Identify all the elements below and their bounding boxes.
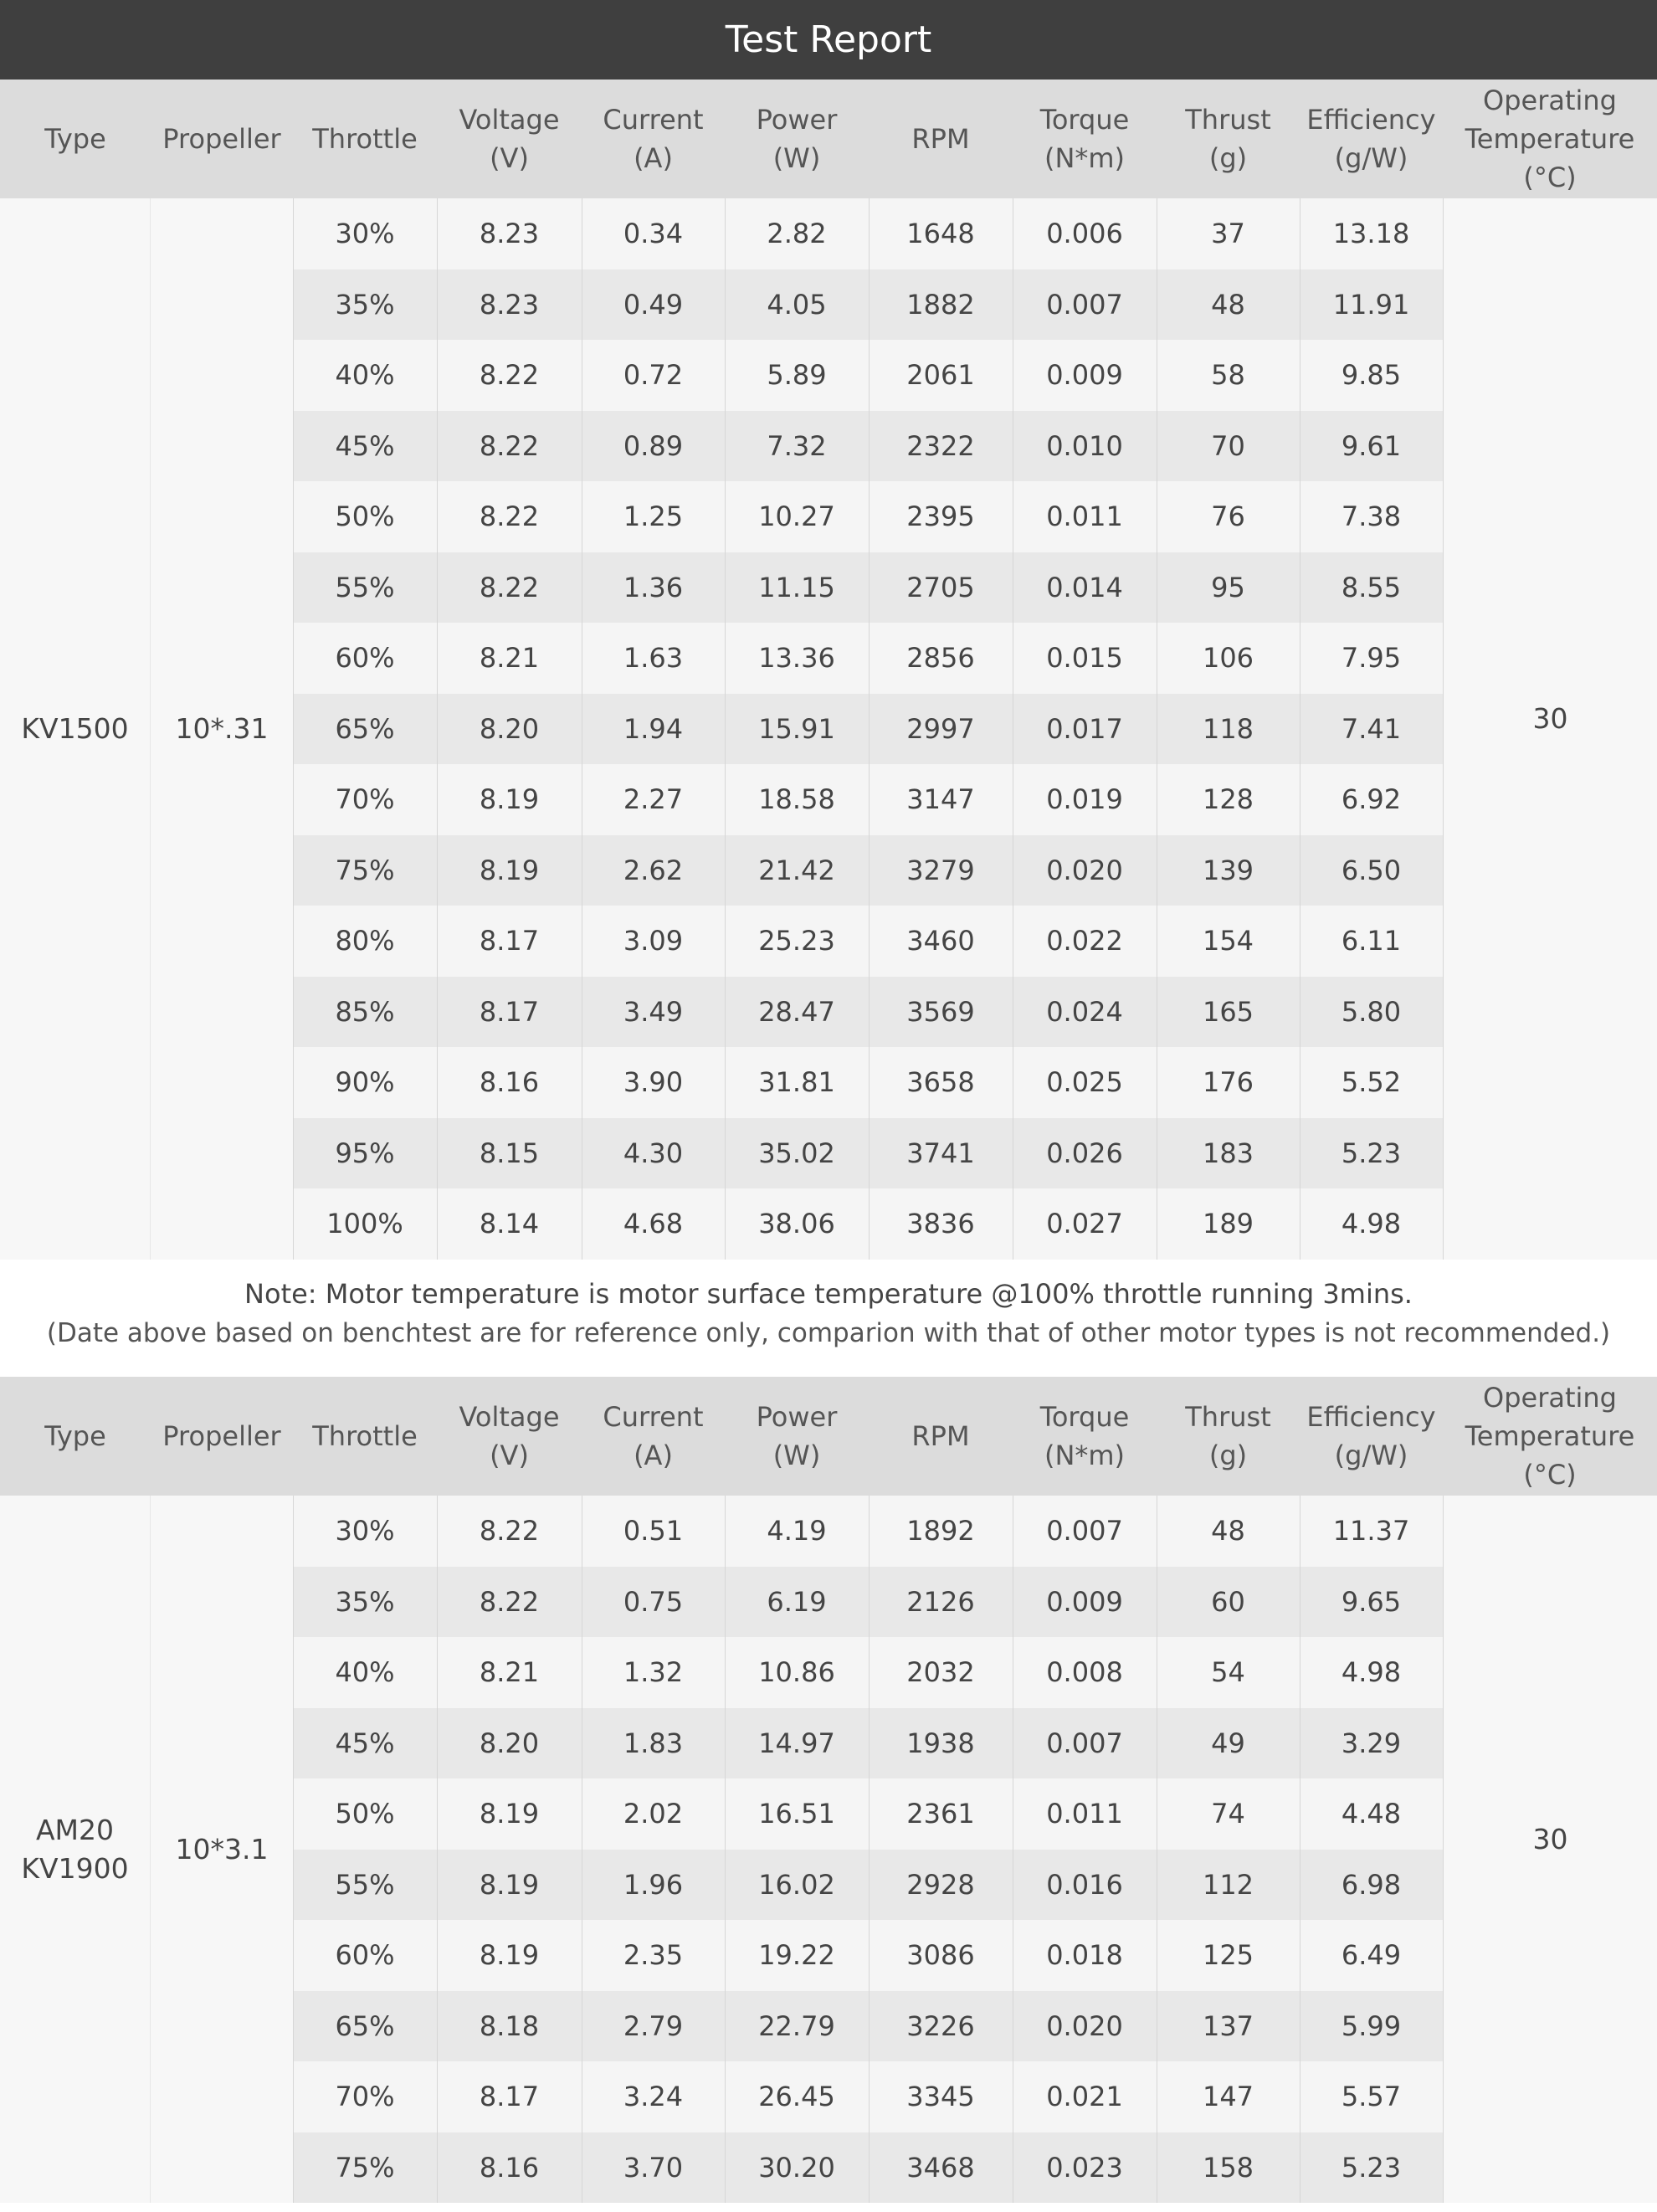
header-efficiency: Efficiency (g/W) <box>1306 104 1436 174</box>
cell-torque: 0.023 <box>1046 2151 1123 2184</box>
cell-throttle: 80% <box>335 925 395 957</box>
cell-power: 31.81 <box>758 1066 835 1099</box>
cell-power: 10.27 <box>758 500 835 533</box>
column-divider <box>869 198 870 1260</box>
cell-voltage: 8.22 <box>479 1515 540 1547</box>
cell-voltage: 8.17 <box>479 995 540 1028</box>
cell-thrust: 37 <box>1211 218 1245 250</box>
cell-power: 38.06 <box>758 1208 835 1240</box>
header-temperature: Operating Temperature (°C) <box>1465 1382 1635 1491</box>
table-row <box>293 269 1443 341</box>
cell-voltage: 8.23 <box>479 218 540 250</box>
header-throttle: Throttle <box>312 123 418 155</box>
cell-rpm: 2928 <box>906 1868 975 1901</box>
cell-voltage: 8.19 <box>479 1798 540 1830</box>
cell-voltage: 8.22 <box>479 359 540 392</box>
cell-torque: 0.009 <box>1046 1585 1123 1618</box>
header-efficiency: Efficiency (g/W) <box>1306 1401 1436 1471</box>
cell-throttle: 35% <box>335 1585 395 1618</box>
cell-power: 15.91 <box>758 712 835 745</box>
motor-type-cell: KV1500 <box>0 198 151 1260</box>
cell-rpm: 2032 <box>906 1656 975 1689</box>
cell-efficiency: 9.61 <box>1341 429 1402 462</box>
header-voltage: Voltage (V) <box>459 104 560 174</box>
cell-current: 2.62 <box>623 854 684 886</box>
header-power: Power (W) <box>756 104 838 174</box>
cell-efficiency: 6.92 <box>1341 783 1402 816</box>
cell-thrust: 76 <box>1211 500 1245 533</box>
cell-efficiency: 7.41 <box>1341 712 1402 745</box>
cell-current: 2.35 <box>623 1939 684 1972</box>
cell-throttle: 65% <box>335 2009 395 2042</box>
cell-torque: 0.015 <box>1046 642 1123 675</box>
cell-current: 3.49 <box>623 995 684 1028</box>
header-rpm: RPM <box>911 123 970 155</box>
table-row <box>293 340 1443 411</box>
cell-rpm: 1938 <box>906 1727 975 1759</box>
table-row <box>293 1708 1443 1779</box>
propeller-cell: 10*3.1 <box>151 1496 293 2203</box>
column-divider <box>293 1496 294 2203</box>
cell-current: 1.25 <box>623 500 684 533</box>
cell-efficiency: 11.37 <box>1332 1515 1410 1547</box>
cell-current: 0.51 <box>623 1515 684 1547</box>
cell-current: 3.24 <box>623 2081 684 2113</box>
cell-power: 16.02 <box>758 1868 835 1901</box>
test-note <box>0 1260 1657 1377</box>
cell-thrust: 70 <box>1211 429 1245 462</box>
cell-voltage: 8.20 <box>479 1727 540 1759</box>
cell-efficiency: 5.52 <box>1341 1066 1402 1099</box>
column-divider <box>437 198 438 1260</box>
cell-rpm: 2126 <box>906 1585 975 1618</box>
cell-throttle: 60% <box>335 1939 395 1972</box>
cell-power: 13.36 <box>758 642 835 675</box>
cell-power: 28.47 <box>758 995 835 1028</box>
note-line-2: (Date above based on benchtest are for reference only, comparion with that of other motor types is not recommended.) <box>46 1318 1611 1348</box>
cell-efficiency: 9.85 <box>1341 359 1402 392</box>
cell-thrust: 147 <box>1202 2081 1254 2113</box>
column-divider <box>1443 198 1444 1260</box>
cell-current: 2.27 <box>623 783 684 816</box>
cell-voltage: 8.19 <box>479 854 540 886</box>
cell-torque: 0.011 <box>1046 500 1123 533</box>
cell-efficiency: 5.23 <box>1341 2151 1402 2184</box>
cell-torque: 0.011 <box>1046 1798 1123 1830</box>
temperature-cell: 30 <box>1443 198 1657 1260</box>
column-divider <box>293 198 294 1260</box>
cell-power: 22.79 <box>758 2009 835 2042</box>
table-row <box>293 198 1443 269</box>
cell-current: 3.90 <box>623 1066 684 1099</box>
cell-throttle: 30% <box>335 218 395 250</box>
table-row <box>293 1920 1443 1991</box>
header-torque: Torque (N*m) <box>1039 104 1130 174</box>
cell-voltage: 8.19 <box>479 1868 540 1901</box>
cell-rpm: 3460 <box>906 925 975 957</box>
cell-current: 0.75 <box>623 1585 684 1618</box>
cell-throttle: 75% <box>335 854 395 886</box>
cell-power: 6.19 <box>767 1585 827 1618</box>
cell-torque: 0.017 <box>1046 712 1123 745</box>
cell-rpm: 2997 <box>906 712 975 745</box>
table-row <box>293 694 1443 765</box>
cell-voltage: 8.23 <box>479 288 540 321</box>
cell-rpm: 3836 <box>906 1208 975 1240</box>
cell-current: 0.49 <box>623 288 684 321</box>
header-temperature: Operating Temperature (°C) <box>1465 85 1635 193</box>
cell-throttle: 40% <box>335 1656 395 1689</box>
cell-efficiency: 6.98 <box>1341 1868 1402 1901</box>
cell-torque: 0.009 <box>1046 359 1123 392</box>
cell-power: 11.15 <box>758 571 835 603</box>
cell-torque: 0.016 <box>1046 1868 1123 1901</box>
header-power: Power (W) <box>756 1401 838 1471</box>
cell-current: 2.79 <box>623 2009 684 2042</box>
table-row <box>293 1047 1443 1118</box>
test-table-1 <box>0 80 1657 1260</box>
cell-throttle: 65% <box>335 712 395 745</box>
cell-torque: 0.007 <box>1046 1515 1123 1547</box>
cell-voltage: 8.16 <box>479 2151 540 2184</box>
header-thrust: Thrust (g) <box>1185 104 1271 174</box>
cell-efficiency: 4.98 <box>1341 1208 1402 1240</box>
cell-voltage: 8.19 <box>479 1939 540 1972</box>
cell-torque: 0.027 <box>1046 1208 1123 1240</box>
cell-voltage: 8.14 <box>479 1208 540 1240</box>
cell-throttle: 85% <box>335 995 395 1028</box>
cell-rpm: 3147 <box>906 783 975 816</box>
cell-power: 7.32 <box>767 429 827 462</box>
column-divider <box>437 1496 438 2203</box>
cell-thrust: 183 <box>1202 1137 1254 1169</box>
cell-efficiency: 11.91 <box>1332 288 1410 321</box>
table-header <box>0 1377 1657 1496</box>
cell-thrust: 106 <box>1202 642 1254 675</box>
cell-voltage: 8.19 <box>479 783 540 816</box>
cell-voltage: 8.22 <box>479 571 540 603</box>
cell-efficiency: 6.49 <box>1341 1939 1402 1972</box>
cell-rpm: 3468 <box>906 2151 975 2184</box>
cell-throttle: 70% <box>335 783 395 816</box>
cell-torque: 0.024 <box>1046 995 1123 1028</box>
cell-rpm: 3569 <box>906 995 975 1028</box>
cell-voltage: 8.21 <box>479 1656 540 1689</box>
cell-power: 5.89 <box>767 359 827 392</box>
cell-torque: 0.010 <box>1046 429 1123 462</box>
cell-throttle: 30% <box>335 1515 395 1547</box>
cell-voltage: 8.17 <box>479 925 540 957</box>
cell-voltage: 8.22 <box>479 1585 540 1618</box>
cell-power: 26.45 <box>758 2081 835 2113</box>
cell-voltage: 8.20 <box>479 712 540 745</box>
cell-torque: 0.020 <box>1046 2009 1123 2042</box>
cell-efficiency: 7.38 <box>1341 500 1402 533</box>
cell-rpm: 2061 <box>906 359 975 392</box>
cell-current: 1.32 <box>623 1656 684 1689</box>
cell-thrust: 74 <box>1211 1798 1245 1830</box>
table-row <box>293 2061 1443 2132</box>
cell-current: 1.36 <box>623 571 684 603</box>
cell-throttle: 50% <box>335 1798 395 1830</box>
cell-thrust: 154 <box>1202 925 1254 957</box>
cell-voltage: 8.22 <box>479 429 540 462</box>
cell-torque: 0.026 <box>1046 1137 1123 1169</box>
cell-rpm: 2856 <box>906 642 975 675</box>
note-line-1: Note: Motor temperature is motor surface temperature @100% throttle running 3mins. <box>244 1278 1413 1310</box>
motor-type-cell: AM20 KV1900 <box>0 1496 151 2203</box>
header-thrust: Thrust (g) <box>1185 1401 1271 1471</box>
cell-current: 1.83 <box>623 1727 684 1759</box>
cell-rpm: 2322 <box>906 429 975 462</box>
cell-current: 1.63 <box>623 642 684 675</box>
table-row <box>293 1567 1443 1638</box>
cell-torque: 0.020 <box>1046 854 1123 886</box>
cell-current: 1.94 <box>623 712 684 745</box>
cell-current: 4.30 <box>623 1137 684 1169</box>
cell-power: 18.58 <box>758 783 835 816</box>
cell-torque: 0.007 <box>1046 288 1123 321</box>
cell-power: 19.22 <box>758 1939 835 1972</box>
cell-torque: 0.021 <box>1046 2081 1123 2113</box>
cell-throttle: 70% <box>335 2081 395 2113</box>
cell-throttle: 45% <box>335 1727 395 1759</box>
cell-efficiency: 13.18 <box>1332 218 1410 250</box>
cell-current: 4.68 <box>623 1208 684 1240</box>
cell-efficiency: 5.80 <box>1341 995 1402 1028</box>
cell-current: 0.34 <box>623 218 684 250</box>
column-divider <box>1443 1496 1444 2203</box>
table-row <box>293 552 1443 624</box>
cell-throttle: 90% <box>335 1066 395 1099</box>
header-rpm: RPM <box>911 1420 970 1452</box>
cell-torque: 0.025 <box>1046 1066 1123 1099</box>
cell-rpm: 3086 <box>906 1939 975 1972</box>
cell-thrust: 165 <box>1202 995 1254 1028</box>
cell-torque: 0.018 <box>1046 1939 1123 1972</box>
cell-rpm: 2361 <box>906 1798 975 1830</box>
cell-throttle: 50% <box>335 500 395 533</box>
cell-thrust: 158 <box>1202 2151 1254 2184</box>
cell-voltage: 8.16 <box>479 1066 540 1099</box>
cell-thrust: 58 <box>1211 359 1245 392</box>
cell-throttle: 40% <box>335 359 395 392</box>
column-divider <box>869 1496 870 2203</box>
table-row <box>293 977 1443 1048</box>
table-row <box>293 835 1443 906</box>
cell-rpm: 3658 <box>906 1066 975 1099</box>
cell-efficiency: 5.99 <box>1341 2009 1402 2042</box>
cell-throttle: 55% <box>335 571 395 603</box>
cell-rpm: 1892 <box>906 1515 975 1547</box>
cell-efficiency: 8.55 <box>1341 571 1402 603</box>
cell-power: 25.23 <box>758 925 835 957</box>
cell-current: 3.70 <box>623 2151 684 2184</box>
header-torque: Torque (N*m) <box>1039 1401 1130 1471</box>
table-row <box>293 481 1443 552</box>
cell-efficiency: 3.29 <box>1341 1727 1402 1759</box>
cell-thrust: 60 <box>1211 1585 1245 1618</box>
cell-efficiency: 4.98 <box>1341 1656 1402 1689</box>
header-throttle: Throttle <box>312 1420 418 1452</box>
table-row <box>293 1850 1443 1921</box>
cell-thrust: 128 <box>1202 783 1254 816</box>
cell-throttle: 95% <box>335 1137 395 1169</box>
cell-voltage: 8.15 <box>479 1137 540 1169</box>
table-row <box>293 2132 1443 2204</box>
cell-rpm: 1882 <box>906 288 975 321</box>
cell-voltage: 8.18 <box>479 2009 540 2042</box>
cell-thrust: 139 <box>1202 854 1254 886</box>
test-table-2 <box>0 1377 1657 2212</box>
cell-voltage: 8.17 <box>479 2081 540 2113</box>
cell-current: 1.96 <box>623 1868 684 1901</box>
cell-rpm: 2395 <box>906 500 975 533</box>
cell-power: 4.19 <box>767 1515 827 1547</box>
cell-thrust: 189 <box>1202 1208 1254 1240</box>
cell-throttle: 55% <box>335 1868 395 1901</box>
cell-torque: 0.014 <box>1046 571 1123 603</box>
cell-throttle: 45% <box>335 429 395 462</box>
header-current: Current (A) <box>603 104 704 174</box>
cell-power: 10.86 <box>758 1656 835 1689</box>
cell-rpm: 3345 <box>906 2081 975 2113</box>
cell-power: 16.51 <box>758 1798 835 1830</box>
cell-throttle: 35% <box>335 288 395 321</box>
cell-efficiency: 4.48 <box>1341 1798 1402 1830</box>
report-title: Test Report <box>0 0 1657 80</box>
cell-thrust: 112 <box>1202 1868 1254 1901</box>
cell-power: 2.82 <box>767 218 827 250</box>
cell-torque: 0.006 <box>1046 218 1123 250</box>
cell-throttle: 75% <box>335 2151 395 2184</box>
cell-thrust: 95 <box>1211 571 1245 603</box>
header-propeller: Propeller <box>162 1420 281 1452</box>
table-row <box>293 411 1443 482</box>
cell-rpm: 3741 <box>906 1137 975 1169</box>
table-header <box>0 80 1657 198</box>
cell-thrust: 48 <box>1211 1515 1245 1547</box>
cell-current: 0.72 <box>623 359 684 392</box>
cell-throttle: 100% <box>326 1208 403 1240</box>
table-row <box>293 1496 1443 1567</box>
cell-rpm: 3226 <box>906 2009 975 2042</box>
table-row <box>293 1637 1443 1708</box>
cell-efficiency: 9.65 <box>1341 1585 1402 1618</box>
cell-torque: 0.022 <box>1046 925 1123 957</box>
cell-torque: 0.019 <box>1046 783 1123 816</box>
cell-rpm: 2705 <box>906 571 975 603</box>
cell-power: 35.02 <box>758 1137 835 1169</box>
cell-efficiency: 6.50 <box>1341 854 1402 886</box>
cell-thrust: 49 <box>1211 1727 1245 1759</box>
header-type: Type <box>44 123 106 155</box>
cell-power: 4.05 <box>767 288 827 321</box>
table-row <box>293 623 1443 694</box>
cell-efficiency: 7.95 <box>1341 642 1402 675</box>
table-row <box>293 906 1443 977</box>
table-row <box>293 1118 1443 1189</box>
cell-torque: 0.008 <box>1046 1656 1123 1689</box>
propeller-cell: 10*.31 <box>151 198 293 1260</box>
table-row <box>293 1991 1443 2062</box>
cell-thrust: 54 <box>1211 1656 1245 1689</box>
table-row <box>293 1778 1443 1850</box>
cell-power: 30.20 <box>758 2151 835 2184</box>
cell-thrust: 176 <box>1202 1066 1254 1099</box>
cell-efficiency: 5.57 <box>1341 2081 1402 2113</box>
cell-torque: 0.007 <box>1046 1727 1123 1759</box>
cell-thrust: 48 <box>1211 288 1245 321</box>
header-voltage: Voltage (V) <box>459 1401 560 1471</box>
cell-current: 0.89 <box>623 429 684 462</box>
cell-rpm: 3279 <box>906 854 975 886</box>
column-divider <box>725 198 726 1260</box>
cell-thrust: 137 <box>1202 2009 1254 2042</box>
column-divider <box>725 1496 726 2203</box>
cell-voltage: 8.22 <box>479 500 540 533</box>
cell-throttle: 60% <box>335 642 395 675</box>
cell-voltage: 8.21 <box>479 642 540 675</box>
cell-power: 14.97 <box>758 1727 835 1759</box>
cell-efficiency: 6.11 <box>1341 925 1402 957</box>
cell-thrust: 118 <box>1202 712 1254 745</box>
header-propeller: Propeller <box>162 123 281 155</box>
table-row <box>293 764 1443 835</box>
cell-power: 21.42 <box>758 854 835 886</box>
cell-efficiency: 5.23 <box>1341 1137 1402 1169</box>
cell-rpm: 1648 <box>906 218 975 250</box>
table-row <box>293 1188 1443 1260</box>
cell-thrust: 125 <box>1202 1939 1254 1972</box>
header-current: Current (A) <box>603 1401 704 1471</box>
cell-current: 2.02 <box>623 1798 684 1830</box>
cell-current: 3.09 <box>623 925 684 957</box>
header-type: Type <box>44 1420 106 1452</box>
temperature-cell: 30 <box>1443 1496 1657 2203</box>
